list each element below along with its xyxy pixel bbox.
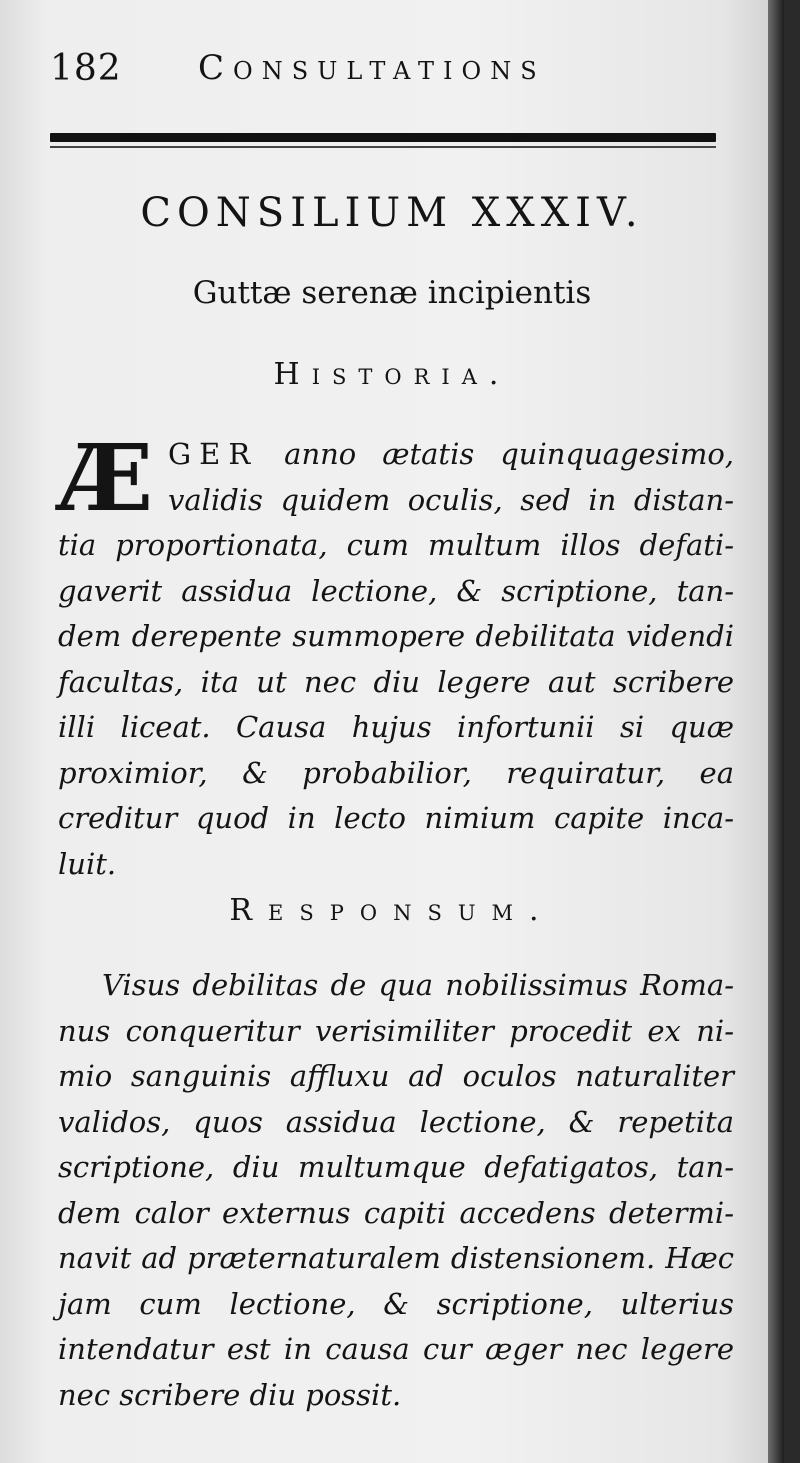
first-word: GER [168, 437, 259, 471]
text-line: luit. [58, 846, 117, 881]
text-line: illi liceat. Causa hujus infortunii si quæ [58, 710, 734, 744]
consilium-title: CONSILIUM XXXIV. [140, 190, 644, 236]
header-rule-thin [50, 146, 716, 148]
text-line: mio sanguinis affluxu ad oculos naturaliter [58, 1059, 734, 1093]
text-line: GER anno ætatis quinquagesimo, [168, 437, 735, 471]
text-line: intendatur est in causa cur æger nec legere [58, 1332, 734, 1366]
text-line: navit ad præternaturalem distensionem. Hæc [58, 1241, 734, 1275]
text-line: jam cum lectione, & scriptione, ulterius [58, 1286, 734, 1321]
page-number: 182 [50, 48, 122, 89]
text-line: proximior, & probabilior, requiratur, ea [58, 755, 734, 790]
historia-text [58, 424, 735, 887]
running-title: Consultations [198, 48, 546, 88]
drop-cap: Æ [58, 424, 154, 532]
text-line: Visus debilitas de qua nobilissimus Roma- [102, 968, 734, 1002]
page-header [50, 48, 730, 108]
text-line: creditur quod in lecto nimium capite inca- [58, 801, 734, 835]
text-line: gaverit assidua lectione, & scriptione, tan- [58, 573, 734, 608]
header-rule [50, 133, 716, 142]
text-line: scriptione, diu multumque defatigatos, tan- [58, 1150, 734, 1184]
text-line: validis quidem oculis, sed in distan- [168, 482, 734, 517]
text-line: dem derepente summopere debilitata videndi [58, 619, 734, 653]
text-line: nec scribere diu possit. [58, 1377, 402, 1412]
text-line: validos, quos assidua lectione, & repetita [58, 1104, 734, 1139]
historia-heading: Historia. [273, 357, 511, 392]
consilium-subtitle: Guttæ serenæ incipientis [192, 275, 592, 311]
responsum-heading: Responsum. [229, 893, 555, 928]
text-line: dem calor externus capiti accedens determi- [58, 1195, 734, 1230]
text-line: nus conqueritur verisimiliter procedit ex ni- [58, 1013, 734, 1048]
text-line: facultas, ita ut nec diu legere aut scribere [58, 664, 734, 699]
responsum-text [58, 963, 734, 1418]
text-line: tia proportionata, cum multum illos defati- [58, 528, 734, 562]
